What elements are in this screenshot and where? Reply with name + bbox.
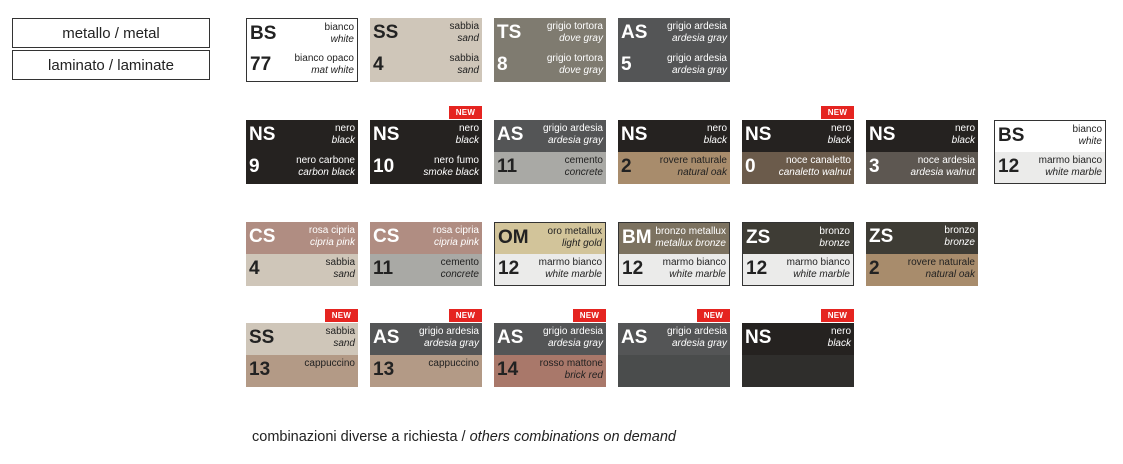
finish-name: [326, 257, 355, 281]
finish-name-it: grigio ardesia: [418, 326, 479, 337]
finish-name: [441, 257, 479, 281]
finish-name-it: sabbia: [325, 326, 355, 337]
finish-name-en: black: [827, 338, 851, 349]
footer-note-it: combinazioni diverse a richiesta /: [252, 429, 470, 445]
legend-metal-label: metallo / metal: [62, 24, 160, 42]
finish-code: NS: [869, 124, 896, 145]
laminate-finish: [494, 50, 606, 82]
finish-name: [828, 123, 851, 147]
finish-name: [547, 53, 603, 77]
finish-code: OM: [498, 227, 529, 248]
finish-name-en: white marble: [669, 269, 726, 280]
finish-swatch: [866, 120, 978, 184]
finish-code: 4: [249, 258, 260, 279]
finish-name-it: cemento: [564, 155, 603, 166]
finish-swatch: [618, 18, 730, 82]
finish-name-it: grigio ardesia: [666, 53, 727, 64]
finish-name-it: rovere naturale: [659, 155, 727, 166]
finish-name: [325, 22, 354, 46]
metal-finish: [246, 323, 358, 355]
finish-name-en: black: [827, 135, 851, 146]
finish-name: [908, 257, 975, 281]
finish-code: NS: [249, 124, 276, 145]
metal-finish: [742, 120, 854, 152]
new-badge: NEW: [449, 309, 482, 322]
metal-finish: [370, 120, 482, 152]
finish-swatch: [742, 323, 854, 387]
finish-name: [548, 226, 602, 250]
finish-name-en: canaletto walnut: [778, 167, 851, 178]
finish-name-en: ardesia gray: [671, 338, 727, 349]
finish-code: ZS: [746, 227, 771, 248]
finish-name-en: sand: [333, 338, 355, 349]
laminate-finish: [370, 355, 482, 387]
finish-code: BS: [998, 125, 1025, 146]
finish-code: AS: [497, 124, 524, 145]
finish-name: [1039, 155, 1102, 179]
finish-name-it: sabbia: [449, 21, 479, 32]
finish-code: CS: [373, 226, 400, 247]
metal-finish: [742, 323, 854, 355]
finish-name: [787, 257, 850, 281]
finish-name: [655, 226, 726, 250]
finish-code: 11: [373, 258, 394, 279]
laminate-finish: [246, 254, 358, 286]
finish-name-it: nero: [830, 326, 851, 337]
finish-code: AS: [373, 327, 400, 348]
finish-name: [419, 326, 479, 350]
finish-name-it: grigio ardesia: [542, 326, 603, 337]
laminate-finish: [494, 152, 606, 184]
finish-name-en: white marble: [1045, 167, 1102, 178]
laminate-finish: [247, 50, 357, 82]
laminate-finish: [370, 50, 482, 82]
finish-code: BS: [250, 23, 277, 44]
laminate-finish: [246, 152, 358, 184]
finish-name-en: bronze: [944, 237, 975, 248]
finish-name-it: marmo bianco: [786, 257, 850, 268]
footer-note: [252, 429, 676, 445]
finish-name: [667, 53, 727, 77]
finish-name-en: natural oak: [925, 269, 975, 280]
finish-code: SS: [249, 327, 275, 348]
finish-code: 2: [869, 258, 880, 279]
laminate-finish: [742, 355, 854, 387]
metal-finish: [495, 223, 605, 255]
finish-name-it: bianco: [1072, 124, 1102, 135]
finish-name-en: ardesia walnut: [910, 167, 975, 178]
finish-name-en: ardesia gray: [671, 65, 727, 76]
footer-note-en: others combinations on demand: [469, 429, 676, 445]
laminate-finish: [619, 254, 729, 286]
finish-code: SS: [373, 22, 399, 43]
finish-name-it: cappuccino: [428, 358, 479, 369]
finish-name: [423, 155, 479, 179]
finish-swatch: [494, 323, 606, 387]
finish-name-en: cipria pink: [433, 237, 479, 248]
legend-metal: [12, 18, 210, 48]
finish-name-it: bianco opaco: [294, 53, 354, 64]
finish-code: 5: [621, 54, 632, 75]
new-badge: NEW: [821, 309, 854, 322]
finish-name-it: rosa cipria: [308, 225, 355, 236]
finish-name-it: nero fumo: [433, 155, 479, 166]
finish-name-it: bronzo: [819, 226, 850, 237]
finish-name-en: natural oak: [677, 167, 727, 178]
finish-name-en: metallux bronze: [655, 238, 726, 249]
finish-code: 3: [869, 156, 880, 177]
finish-name-en: light gold: [561, 238, 602, 249]
laminate-finish: [743, 254, 853, 286]
metal-finish: [247, 19, 357, 51]
finish-code: 14: [497, 359, 519, 380]
finish-code: NS: [373, 124, 400, 145]
finish-name-en: black: [455, 135, 479, 146]
finish-swatch: [618, 323, 730, 387]
finish-name: [565, 155, 603, 179]
laminate-finish: [618, 355, 730, 387]
finish-name-it: marmo bianco: [538, 257, 602, 268]
finish-name-it: nero: [830, 123, 851, 134]
finish-code: 2: [621, 156, 632, 177]
finish-name: [667, 21, 727, 45]
finish-name: [779, 155, 851, 179]
metal-finish: [494, 323, 606, 355]
finish-name-en: black: [331, 135, 355, 146]
finish-name-en: ardesia gray: [671, 33, 727, 44]
finish-name: [667, 326, 727, 350]
finish-name-it: bronzo: [944, 225, 975, 236]
finish-name: [911, 155, 975, 179]
finish-swatch: [246, 222, 358, 286]
metal-finish: [494, 120, 606, 152]
finish-name-en: sand: [333, 269, 355, 280]
finish-swatch: [246, 18, 358, 82]
finish-name: [450, 21, 479, 45]
finish-name: [539, 257, 602, 281]
finish-name-it: bianco: [324, 22, 354, 33]
finish-name-it: sabbia: [325, 257, 355, 268]
finish-name: [450, 53, 479, 77]
finish-name-it: grigio ardesia: [542, 123, 603, 134]
finish-name: [326, 326, 355, 350]
finish-name-it: grigio ardesia: [666, 326, 727, 337]
finish-name-en: ardesia gray: [547, 135, 603, 146]
finish-name-en: white marble: [545, 269, 602, 280]
finish-name-it: grigio tortora: [546, 53, 603, 64]
finish-name-en: concrete: [440, 269, 479, 280]
finish-swatch: [370, 18, 482, 82]
finish-name-en: sand: [457, 33, 479, 44]
finish-code: 77: [250, 54, 272, 75]
finish-name-en: smoke black: [423, 167, 479, 178]
new-badge: NEW: [449, 106, 482, 119]
finish-name-it: bronzo metallux: [655, 226, 726, 237]
finish-name-it: cemento: [440, 257, 479, 268]
finish-name-en: concrete: [564, 167, 603, 178]
finish-name-it: rosso mattone: [539, 358, 603, 369]
metal-finish: [618, 18, 730, 50]
finish-name-it: nero: [334, 123, 355, 134]
finish-swatch: [246, 323, 358, 387]
finish-swatch: [866, 222, 978, 286]
finish-name: [295, 53, 355, 77]
finish-name: [819, 226, 850, 250]
finish-name: [456, 123, 479, 147]
laminate-finish: [742, 152, 854, 184]
new-badge: NEW: [697, 309, 730, 322]
finish-name-en: brick red: [564, 370, 603, 381]
finish-swatch: [494, 222, 606, 286]
legend-laminate: [12, 50, 210, 80]
finish-name: [828, 326, 851, 350]
finish-code: CS: [249, 226, 276, 247]
finish-code: AS: [621, 22, 648, 43]
finish-code: NS: [745, 327, 772, 348]
metal-finish: [619, 223, 729, 255]
finish-name: [952, 123, 975, 147]
finish-swatch: [742, 120, 854, 184]
finish-swatch: [494, 18, 606, 82]
finish-code: NS: [745, 124, 772, 145]
laminate-finish: [246, 355, 358, 387]
finish-name-it: cappuccino: [304, 358, 355, 369]
finish-name-it: rosa cipria: [432, 225, 479, 236]
metal-finish: [995, 121, 1105, 153]
finish-swatch: [370, 222, 482, 286]
finish-code: 13: [249, 359, 271, 380]
finish-code: NS: [621, 124, 648, 145]
new-badge: NEW: [325, 309, 358, 322]
metal-finish: [246, 222, 358, 254]
finish-name-it: grigio tortora: [546, 21, 603, 32]
metal-finish: [370, 18, 482, 50]
finish-name-en: dove gray: [559, 33, 603, 44]
finish-swatch: [370, 120, 482, 184]
laminate-finish: [494, 355, 606, 387]
laminate-finish: [866, 152, 978, 184]
new-badge: NEW: [573, 309, 606, 322]
finish-name-it: nero: [458, 123, 479, 134]
finish-swatch: [494, 120, 606, 184]
new-badge: NEW: [821, 106, 854, 119]
finish-swatch: [618, 222, 730, 286]
finish-name-it: nero carbone: [296, 155, 355, 166]
finish-name: [309, 225, 355, 249]
finish-name-en: white marble: [793, 269, 850, 280]
finish-name-en: ardesia gray: [423, 338, 479, 349]
finish-code: ZS: [869, 226, 894, 247]
laminate-finish: [370, 254, 482, 286]
finish-code: 0: [745, 156, 756, 177]
finish-code: AS: [621, 327, 648, 348]
finish-name: [663, 257, 726, 281]
finish-swatch: [246, 120, 358, 184]
finish-name: [547, 21, 603, 45]
finish-name: [1073, 124, 1102, 148]
finish-name-it: noce ardesia: [917, 155, 975, 166]
legend-laminate-label: laminato / laminate: [48, 56, 174, 74]
finish-name-it: noce canaletto: [785, 155, 851, 166]
finish-name-en: sand: [457, 65, 479, 76]
laminate-finish: [370, 152, 482, 184]
laminate-finish: [866, 254, 978, 286]
finish-name-en: bronze: [819, 238, 850, 249]
finish-code: 12: [498, 258, 520, 279]
finish-name-en: black: [951, 135, 975, 146]
finish-code: 10: [373, 156, 395, 177]
laminate-finish: [618, 152, 730, 184]
finish-name: [428, 358, 479, 370]
metal-finish: [866, 222, 978, 254]
finish-name: [433, 225, 479, 249]
finish-name: [704, 123, 727, 147]
finish-name: [660, 155, 727, 179]
finish-swatch: [618, 120, 730, 184]
finish-code: 11: [497, 156, 518, 177]
finish-swatch: [742, 222, 854, 286]
finish-code: BM: [622, 227, 652, 248]
finish-name-it: rovere naturale: [907, 257, 975, 268]
finish-name: [543, 326, 603, 350]
metal-finish: [618, 323, 730, 355]
finish-name-it: nero: [954, 123, 975, 134]
metal-finish: [370, 323, 482, 355]
metal-finish: [618, 120, 730, 152]
laminate-finish: [618, 50, 730, 82]
finish-swatch: [370, 323, 482, 387]
finish-name-en: dove gray: [559, 65, 603, 76]
finish-name-en: carbon black: [298, 167, 355, 178]
finish-code: 12: [622, 258, 644, 279]
metal-finish: [246, 120, 358, 152]
finish-name: [296, 155, 355, 179]
finish-name-it: grigio ardesia: [666, 21, 727, 32]
metal-finish: [494, 18, 606, 50]
finish-name-en: mat white: [311, 65, 354, 76]
finish-name: [543, 123, 603, 147]
finish-name-it: oro metallux: [547, 226, 602, 237]
finish-name-it: marmo bianco: [1038, 155, 1102, 166]
finish-name-en: white: [1078, 136, 1102, 147]
finish-code: 8: [497, 54, 508, 75]
finish-name-it: sabbia: [449, 53, 479, 64]
laminate-finish: [495, 254, 605, 286]
finish-name-en: cipria pink: [309, 237, 355, 248]
finish-name: [540, 358, 603, 382]
finish-name-en: ardesia gray: [547, 338, 603, 349]
finish-name-en: black: [703, 135, 727, 146]
finish-name-it: nero: [706, 123, 727, 134]
finish-code: 4: [373, 54, 384, 75]
metal-finish: [743, 223, 853, 255]
finish-name: [332, 123, 355, 147]
finish-name-en: white: [330, 34, 354, 45]
finish-code: TS: [497, 22, 522, 43]
finish-name: [304, 358, 355, 370]
finish-code: 13: [373, 359, 395, 380]
finish-code: 9: [249, 156, 260, 177]
finish-code: 12: [998, 156, 1020, 177]
finish-code: AS: [497, 327, 524, 348]
finish-name: [944, 225, 975, 249]
finish-swatch: [994, 120, 1106, 184]
metal-finish: [370, 222, 482, 254]
finish-code: 12: [746, 258, 768, 279]
finish-name-it: marmo bianco: [662, 257, 726, 268]
metal-finish: [866, 120, 978, 152]
laminate-finish: [995, 152, 1105, 184]
